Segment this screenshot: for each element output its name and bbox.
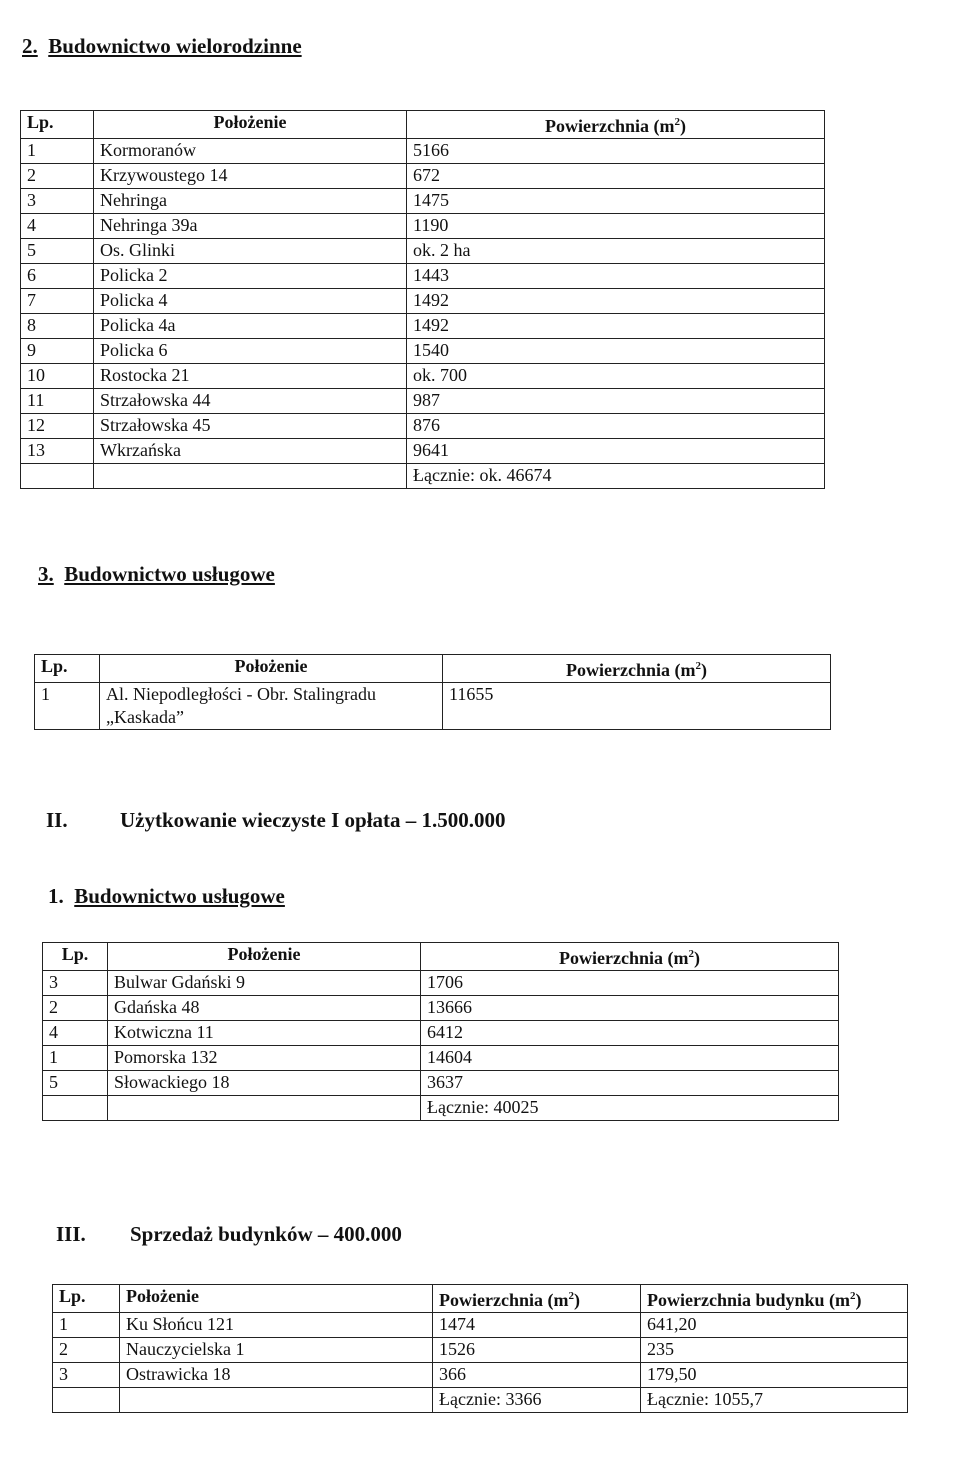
table-cell: 6412: [421, 1021, 839, 1046]
table-cell: 11655: [443, 683, 831, 730]
heading-text: Sprzedaż budynków – 400.000: [130, 1222, 402, 1246]
table-cell: Nehringa: [94, 189, 407, 214]
table-cell: 1: [35, 683, 100, 730]
table-cell: 2: [43, 996, 108, 1021]
table-cell: Wkrzańska: [94, 439, 407, 464]
col-polozenie: Położenie: [108, 943, 421, 971]
table-cell: Nauczycielska 1: [120, 1338, 433, 1363]
heading-text: Budownictwo wielorodzinne: [48, 34, 302, 58]
table-row: [21, 214, 825, 239]
table-cell: 14604: [421, 1046, 839, 1071]
table-cell: Pomorska 132: [108, 1046, 421, 1071]
table-total-row: [53, 1388, 908, 1413]
table-row: [21, 139, 825, 164]
table-cell: 9: [21, 339, 94, 364]
table-cell: Słowackiego 18: [108, 1071, 421, 1096]
table-cell: 8: [21, 314, 94, 339]
col-powierzchnia: Powierzchnia $(m^2)$: [443, 655, 831, 683]
table-row: [21, 289, 825, 314]
heading-number: 2.: [22, 34, 38, 58]
col-lp: Lp.: [21, 111, 94, 139]
table-cell: 3637: [421, 1071, 839, 1096]
section-heading-uzytkowanie: [46, 808, 506, 833]
col-lp: Lp.: [43, 943, 108, 971]
table-row: [21, 189, 825, 214]
table-cell: 3: [43, 971, 108, 996]
table-row: [21, 164, 825, 189]
table-cell: 366: [433, 1363, 641, 1388]
table-cell: 5: [43, 1071, 108, 1096]
table-cell: 1475: [407, 189, 825, 214]
heading-text: Budownictwo usługowe: [74, 884, 285, 908]
table-total-row: [43, 1096, 839, 1121]
table-row: [53, 1338, 908, 1363]
table-row: [21, 264, 825, 289]
table-cell: 1474: [433, 1313, 641, 1338]
table-cell: 672: [407, 164, 825, 189]
table-cell: Policka 4a: [94, 314, 407, 339]
table-row: [35, 683, 831, 730]
table-cell: ok. 2 ha: [407, 239, 825, 264]
total-value: Łącznie: 40025: [421, 1096, 839, 1121]
table-cell: Kormoranów: [94, 139, 407, 164]
table-uslugowe: [34, 654, 831, 730]
table-wielorodzinne: [20, 110, 825, 489]
table-cell: Rostocka 21: [94, 364, 407, 389]
table-cell: Policka 2: [94, 264, 407, 289]
col-powierzchnia-budynku: Powierzchnia budynku $(m^2)$: [641, 1285, 908, 1313]
table-cell: [108, 1096, 421, 1121]
table-total-row: [21, 464, 825, 489]
table-row: [21, 414, 825, 439]
section-heading-uslugowe: [38, 562, 275, 587]
col-polozenie: Położenie: [94, 111, 407, 139]
table-cell: 13666: [421, 996, 839, 1021]
table-cell: Os. Glinki: [94, 239, 407, 264]
table-cell: [21, 464, 94, 489]
table-cell: 5166: [407, 139, 825, 164]
table-cell: 12: [21, 414, 94, 439]
table-header-row: [53, 1285, 908, 1313]
table-row: [21, 314, 825, 339]
table-cell: 876: [407, 414, 825, 439]
table-cell: ok. 700: [407, 364, 825, 389]
heading-number: 1.: [48, 884, 64, 908]
table-cell: 5: [21, 239, 94, 264]
table-cell: 2: [53, 1338, 120, 1363]
table-row: [43, 1071, 839, 1096]
roman-numeral: III.: [56, 1222, 86, 1246]
table-cell: 1540: [407, 339, 825, 364]
table-cell: 4: [21, 214, 94, 239]
table-cell: Bulwar Gdański 9: [108, 971, 421, 996]
table-cell: 11: [21, 389, 94, 414]
table-row: [53, 1363, 908, 1388]
table-cell: 179,50: [641, 1363, 908, 1388]
table-cell: Policka 6: [94, 339, 407, 364]
table-cell: Krzywoustego 14: [94, 164, 407, 189]
table-cell: 1190: [407, 214, 825, 239]
table-cell: 987: [407, 389, 825, 414]
table-row: [21, 389, 825, 414]
table-cell: [43, 1096, 108, 1121]
col-lp: Lp.: [35, 655, 100, 683]
total-value: Łącznie: ok. 46674: [407, 464, 825, 489]
section-heading-uslugowe-2: [48, 884, 285, 909]
table-cell: 13: [21, 439, 94, 464]
heading-text: Użytkowanie wieczyste I opłata – 1.500.000: [120, 808, 506, 832]
table-cell: 1706: [421, 971, 839, 996]
table-cell: 6: [21, 264, 94, 289]
table-row: [21, 239, 825, 264]
table-cell: 9641: [407, 439, 825, 464]
table-row: [43, 1046, 839, 1071]
table-cell: 10: [21, 364, 94, 389]
col-powierzchnia: Powierzchnia $(m^2)$: [407, 111, 825, 139]
table-cell: Ostrawicka 18: [120, 1363, 433, 1388]
section-heading-sprzedaz: [56, 1222, 402, 1247]
table-cell: Gdańska 48: [108, 996, 421, 1021]
table-cell: Policka 4: [94, 289, 407, 314]
table-header-row: [43, 943, 839, 971]
table-cell: Ku Słońcu 121: [120, 1313, 433, 1338]
table-cell: 1: [43, 1046, 108, 1071]
table-row: [43, 971, 839, 996]
table-row: [21, 439, 825, 464]
table-cell: [94, 464, 407, 489]
heading-number: 3.: [38, 562, 54, 586]
table-cell: 235: [641, 1338, 908, 1363]
table-cell: 3: [21, 189, 94, 214]
col-powierzchnia: Powierzchnia $(m^2)$: [433, 1285, 641, 1313]
table-row: [21, 364, 825, 389]
table-cell: 1526: [433, 1338, 641, 1363]
table-cell: 1: [53, 1313, 120, 1338]
table-cell: 4: [43, 1021, 108, 1046]
table-cell: Nehringa 39a: [94, 214, 407, 239]
total-area: Łącznie: 3366: [433, 1388, 641, 1413]
table-cell: Strzałowska 44: [94, 389, 407, 414]
total-building: Łącznie: 1055,7: [641, 1388, 908, 1413]
heading-text: Budownictwo usługowe: [64, 562, 275, 586]
table-cell: 641,20: [641, 1313, 908, 1338]
table-cell: Kotwiczna 11: [108, 1021, 421, 1046]
table-cell: [120, 1388, 433, 1413]
table-cell: Strzałowska 45: [94, 414, 407, 439]
roman-numeral: II.: [46, 808, 68, 832]
table-cell: 3: [53, 1363, 120, 1388]
col-polozenie: Położenie: [100, 655, 443, 683]
table-cell: 7: [21, 289, 94, 314]
table-row: [43, 996, 839, 1021]
table-cell: 2: [21, 164, 94, 189]
col-lp: Lp.: [53, 1285, 120, 1313]
table-row: [53, 1313, 908, 1338]
table-cell: Al. Niepodległości - Obr. Stalingradu „Kaskada”: [100, 683, 443, 730]
table-cell: 1492: [407, 314, 825, 339]
section-heading-wielorodzinne: [22, 34, 302, 59]
table-header-row: [35, 655, 831, 683]
table-cell: [53, 1388, 120, 1413]
table-row: [43, 1021, 839, 1046]
table-uslugowe-2: [42, 942, 839, 1121]
table-cell: 1492: [407, 289, 825, 314]
col-powierzchnia: Powierzchnia $(m^2)$: [421, 943, 839, 971]
table-header-row: [21, 111, 825, 139]
table-sprzedaz: [52, 1284, 908, 1413]
table-cell: 1443: [407, 264, 825, 289]
col-polozenie: Położenie: [120, 1285, 433, 1313]
table-row: [21, 339, 825, 364]
table-cell: 1: [21, 139, 94, 164]
